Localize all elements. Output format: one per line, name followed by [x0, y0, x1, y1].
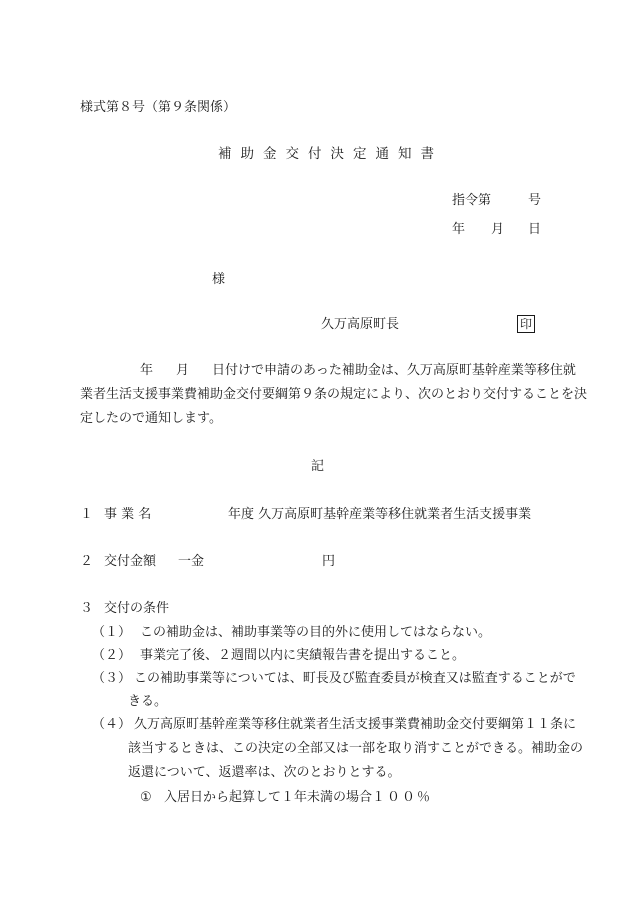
subitem-text: 入居日から起算して１年未満の場合	[164, 790, 373, 805]
form-label: 様式第８号（第９条関係）	[80, 100, 237, 115]
item2-label: 交付金額	[104, 554, 157, 569]
issuer-name: 久万高原町長	[321, 317, 400, 332]
condition-number: （３）	[92, 671, 132, 686]
date-month: 月	[491, 222, 505, 237]
condition-text: この補助事業等については、町長及び監査委員が検査又は監査することがで	[134, 671, 576, 686]
condition-text-cont: 該当するときは、この決定の全部又は一部を取り消すことができる。補助金の	[128, 741, 584, 756]
body-line-1: 日付けで申請のあった補助金は、久万高原町基幹産業等移住就	[212, 363, 576, 378]
body-month: 月	[176, 363, 190, 378]
date-day: 日	[528, 222, 542, 237]
condition-text: 久万高原町基幹産業等移住就業者生活支援事業費補助金交付要綱第１１条に	[134, 717, 577, 732]
condition-text-cont: 返還について、返還率は、次のとおりとする。	[128, 765, 401, 780]
item2-prefix: 一金	[178, 554, 205, 569]
condition-text: 事業完了後、２週間以内に実績報告書を提出すること。	[140, 648, 466, 663]
item3-number: ３	[80, 601, 94, 616]
item2-number: ２	[80, 554, 94, 569]
body-line-3: 定したので通知します。	[80, 411, 222, 426]
subitem-number: ①	[140, 790, 152, 805]
addressee-suffix: 様	[212, 272, 226, 287]
condition-text: この補助金は、補助事業等の目的外に使用してはならない。	[140, 625, 492, 640]
document-title: 補助金交付決定通知書	[218, 146, 443, 162]
condition-number: （２）	[92, 648, 132, 663]
doc-number-suffix: 号	[528, 193, 542, 208]
item1-number: １	[80, 507, 94, 522]
date-year: 年	[452, 222, 466, 237]
subitem-rate: １００％	[372, 790, 433, 805]
condition-number: （１）	[92, 625, 132, 640]
item1-value: 年度 久万高原町基幹産業等移住就業者生活支援事業	[228, 507, 532, 522]
ki-heading: 記	[311, 459, 325, 474]
body-year: 年	[140, 363, 154, 378]
body-line-2: 業者生活支援事業費補助金交付要綱第９条の規定により、次のとおり交付することを決	[80, 387, 588, 402]
doc-number-prefix: 指令第	[452, 193, 492, 208]
item1-label: 事 業 名	[104, 507, 152, 522]
item3-label: 交付の条件	[104, 601, 170, 616]
seal-box: 印	[517, 315, 535, 333]
condition-number: （４）	[92, 717, 132, 732]
item2-unit: 円	[322, 554, 336, 569]
condition-text-cont: きる。	[128, 694, 168, 709]
